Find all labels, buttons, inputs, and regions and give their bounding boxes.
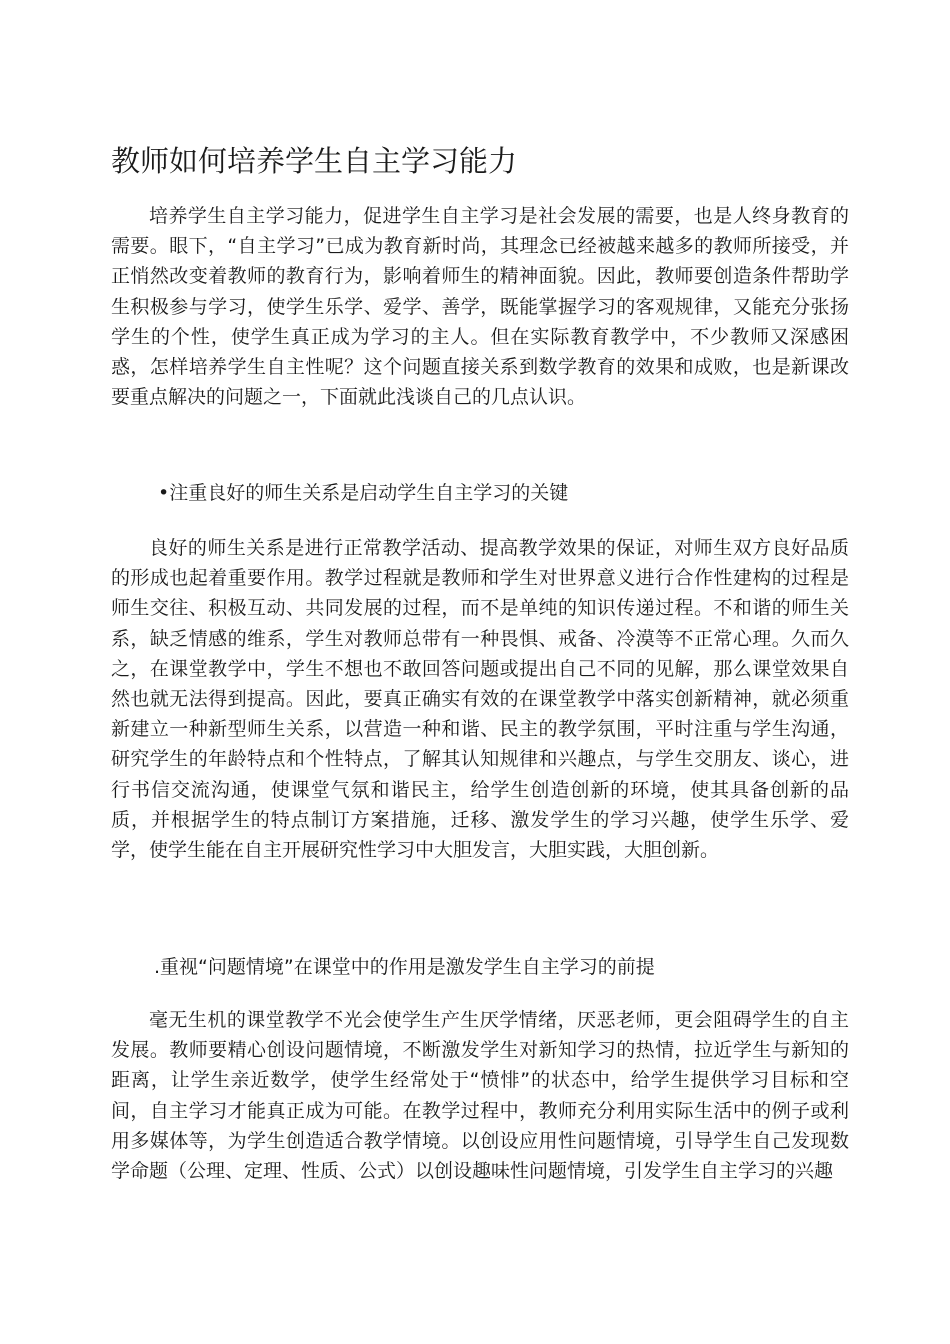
section-paragraph-problem-situation: 毫无生机的课堂教学不光会使学生产生厌学情绪，厌恶老师，更会阻碍学生的自主发展。教师要精心创设问题情境，不断激发学生对新知学习的热情，拉近学生与新知的距离，让学生亲近数学，使学生经常处于“愤悱”的状态中，给学生提供学习目标和空间，自主学习才能真正成为可能。在教学过程中，教师充分利用实际生活中的例子或利用多媒体等，为学生创造适合教学情境。以创设应用性问题情境，引导学生自己发现数学命题（公理、定理、性质、公式）以创设趣味性问题情境，引发学生自主学习的兴趣 [111,1009,849,1183]
section-heading-problem-situation: .重视“问题情境”在课堂中的作用是激发学生自主学习的前提 [154,956,655,978]
section-heading-teacher-student-relationship: •注重良好的师生关系是启动学生自主学习的关键 [158,482,569,504]
section-paragraph-teacher-student-relationship: 良好的师生关系是进行正常教学活动、提高教学效果的保证，对师生双方良好品质的形成也起着重要作用。教学过程就是教师和学生对世界意义进行合作性建构的过程是师生交往、积极互动、共同发展的过程，而不是单纯的知识传递过程。不和谐的师生关系，缺乏情感的维系，学生对教师总带有一种畏惧、戒备、冷漠等不正常心理。久而久之，在课堂教学中，学生不想也不敢回答问题或提出自己不同的见解，那么课堂效果自然也就无法得到提高。因此，要真正确实有效的在课堂教学中落实创新精神，就必须重新建立一种新型师生关系，以营造一种和谐、民主的教学氛围，平时注重与学生沟通，研究学生的年龄特点和个性特点，了解其认知规律和兴趣点，与学生交朋友、谈心，进行书信交流沟通，使课堂气氛和谐民主，给学生创造创新的环境，使其具备创新的品质，并根据学生的特点制订方案措施，迁移、激发学生的学习兴趣，使学生乐学、爱学，使学生能在自主开展研究性学习中大胆发言，大胆实践，大胆创新。 [111,537,849,862]
document-title: 教师如何培养学生自主学习能力 [111,144,518,178]
intro-paragraph: 培养学生自主学习能力，促进学生自主学习是社会发展的需要，也是人终身教育的需要。眼下，“自主学习”已成为教育新时尚，其理念已经被越来越多的教师所接受，并正悄然改变着教师的教育行为，影响着师生的精神面貌。因此，教师要创造条件帮助学生积极参与学习，使学生乐学、爱学、善学，既能掌握学习的客观规律，又能充分张扬学生的个性，使学生真正成为学习的主人。但在实际教育教学中，不少教师又深感困惑，怎样培养学生自主性呢？这个问题直接关系到数学教育的效果和成败，也是新课改要重点解决的问题之一，下面就此浅谈自己的几点认识。 [111,205,849,409]
